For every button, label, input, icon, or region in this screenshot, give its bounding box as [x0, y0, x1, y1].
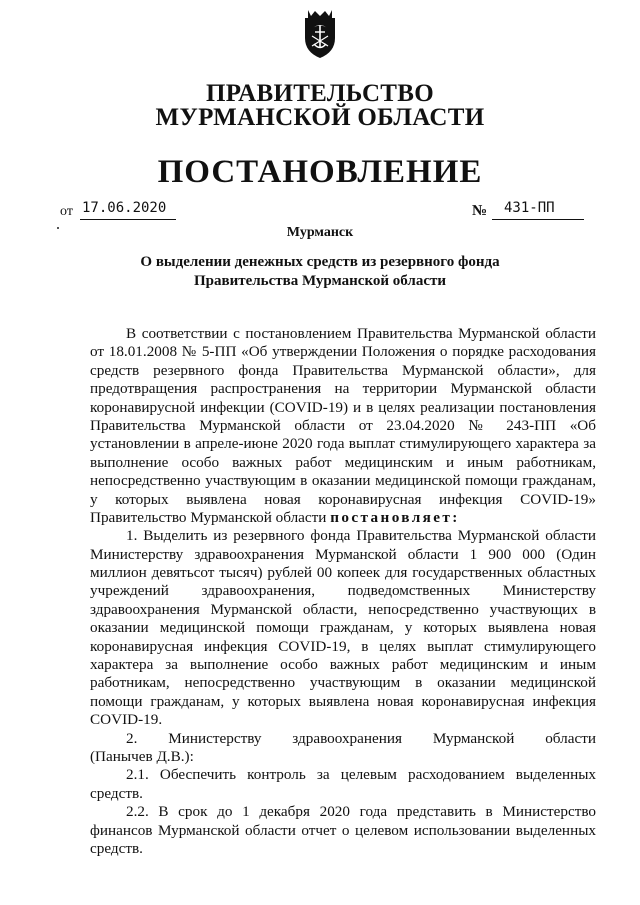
document-type: ПОСТАНОВЛЕНИЕ: [157, 154, 483, 190]
document-date: 17.06.2020: [82, 200, 167, 216]
body-line: установлении в апреле-июне 2020 года выплат стимулирующего характера за: [90, 435, 596, 453]
body-line: Правительства Мурманской области от 23.04.2020 № 243-ПП «Об: [90, 416, 596, 434]
body-line: от 18.01.2008 № 5-ПП «Об утверждении Положения о порядке расходования: [90, 343, 596, 361]
org-title-line1: ПРАВИТЕЛЬСТВО: [206, 80, 434, 107]
body-line: предотвращения распространения на территории Мурманской области: [90, 380, 596, 398]
body-line: непосредственно участвующим в оказании медицинской помощи гражданам,: [90, 472, 596, 490]
body-line: (Панычев Д.В.):: [90, 747, 194, 765]
date-label: от: [60, 204, 73, 219]
body-line: В соответствии с постановлением Правительства Мурманской области: [126, 325, 596, 342]
body-line: 1. Выделить из резервного фонда Правительства Мурманской области: [126, 527, 596, 545]
body-line: 2.2. В срок до 1 декабря 2020 года представить в Министерство: [126, 803, 596, 821]
body-line: характера за выполнение особо важных работ медицинским и иным: [90, 656, 596, 674]
body-line: COVID-19.: [90, 711, 163, 729]
body-line: оказании медицинской помощи гражданам, у которых выявлена новая: [90, 619, 596, 637]
body-line: 2. Министерству здравоохранения Мурманской области: [126, 729, 596, 747]
body-line: средств.: [90, 839, 143, 857]
body-line-decree: [90, 509, 596, 527]
murmansk-coat-of-arms-icon: [301, 6, 339, 60]
body-line: коронавирусная инфекция COVID-19, в целях выплат стимулирующего: [90, 637, 596, 655]
document-body: [90, 325, 596, 858]
body-line: здравоохранения Мурманской области, непосредственно участвующих в: [90, 600, 596, 618]
body-line: у которых выявлена новая коронавирусная инфекция COVID-19»: [90, 490, 596, 508]
subject-line: О выделении денежных средств из резервного фонда: [140, 254, 500, 270]
body-line: средств.: [90, 784, 143, 802]
document-city: Мурманск: [286, 225, 354, 240]
body-line: выполнение особо важных работ медицинским и иным работникам,: [90, 453, 596, 471]
body-line: работникам, непосредственно участвующим в оказании медицинской: [90, 674, 596, 692]
body-line: миллион девятьсот тысяч) рублей 00 копеек для государственных областных: [90, 564, 596, 582]
body-line: средств резервного фонда Правительства Мурманской области», для: [90, 361, 596, 379]
org-title-line2: МУРМАНСКОЙ ОБЛАСТИ: [155, 104, 485, 131]
body-line: коронавирусной инфекции (COVID-19) и в целях реализации постановления: [90, 398, 596, 416]
decree-subject: Правительство Мурманской области: [90, 508, 327, 526]
body-line: 2.1. Обеспечить контроль за целевым расходованием выделенных: [126, 766, 596, 784]
decree-word: постановляет:: [330, 508, 460, 526]
body-line: учреждений здравоохранения, подведомственных Министерству: [90, 582, 596, 600]
subject-line: Правительства Мурманской области: [193, 273, 447, 289]
body-line: финансов Мурманской области отчет о целевом использовании выделенных: [90, 821, 596, 839]
document-subject: [0, 253, 640, 291]
document-number: 431-ПП: [504, 200, 555, 216]
body-line: Министерству здравоохранения Мурманской области 1 900 000 (Один: [90, 545, 596, 563]
number-label: №: [472, 203, 488, 219]
body-line: помощи гражданам, у которых выявлена новая коронавирусная инфекция: [90, 692, 596, 710]
